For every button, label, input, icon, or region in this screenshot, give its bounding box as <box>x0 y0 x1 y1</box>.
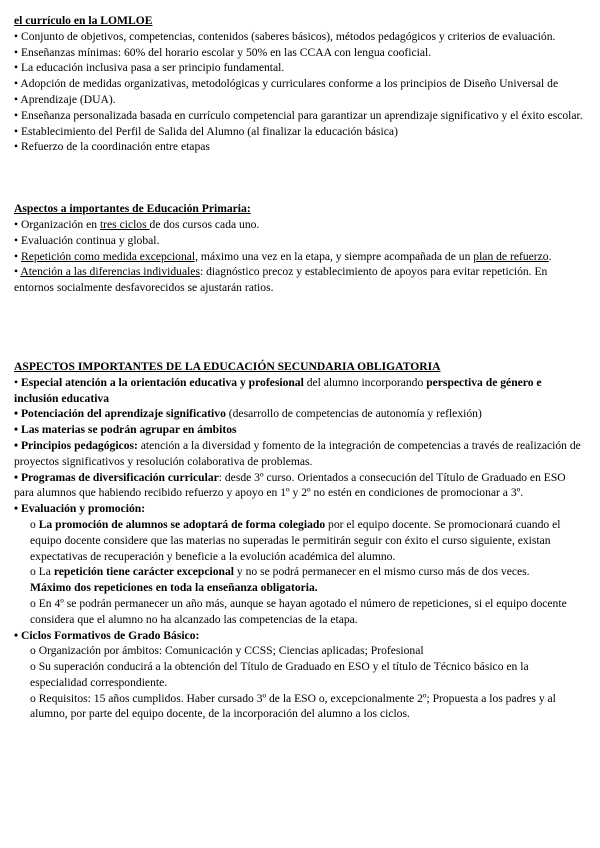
item-text: de dos cursos cada uno. <box>149 217 260 231</box>
item-text: máximo una vez en la etapa, y siempre acompañada de un <box>198 249 474 263</box>
list-item <box>14 406 586 422</box>
item-text: atención a la diversidad y fomento de la integración de competencias a través de realización de proyectos significativos y resolución colaborativa de problemas. <box>14 438 581 468</box>
sub-item <box>14 517 586 564</box>
section-heading: Aspectos a importantes de Educación Primaria: <box>14 202 251 216</box>
list-item <box>14 501 586 517</box>
list-item <box>14 628 586 644</box>
item-text: o La <box>30 565 54 579</box>
item-bold: repetición tiene carácter excepcional <box>53 565 235 579</box>
item-bold: perspectiva de género e inclusión educativa <box>14 375 542 405</box>
item-text: (desarrollo de competencias de autonomía y reflexión) <box>225 407 482 421</box>
item-bold: Especial atención a la orientación educativa y profesional <box>20 375 304 389</box>
list-item: • Evaluación continua y global. <box>14 233 160 247</box>
list-item <box>14 375 586 407</box>
item-text: : diagnóstico precoz y establecimiento de apoyos para evitar repetición. En entornos socialmente desfavorecidos se ajustarán ratios. <box>14 265 548 295</box>
item-text: o <box>30 517 39 531</box>
item-bold: • Las materias se podrán agrupar en ámbitos <box>14 423 237 437</box>
item-text: • <box>14 265 21 279</box>
list-item: • Enseñanzas mínimas: 60% del horario escolar y 50% en las CCAA con lengua cooficial. <box>14 45 432 59</box>
list-item: • Conjunto de objetivos, competencias, contenidos (saberes básicos), métodos pedagógicos y criterios de evaluación. <box>14 29 556 43</box>
sub-item: o Requisitos: 15 años cumplidos. Haber cursado 3º de la ESO o, excepcionalmente 2º; Propuesta a los padres y al alumno, por parte del equipo docente, de la incorporación del alumno a los ciclos. <box>30 691 556 721</box>
list-item <box>14 217 586 233</box>
section-heading: ASPECTOS IMPORTANTES DE LA EDUCACIÓN SECUNDARIA OBLIGATORIA <box>14 359 441 373</box>
item-bold: • Programas de diversificación curricular <box>14 470 219 484</box>
sub-item-bold <box>14 580 586 596</box>
item-bold: • Principios pedagógicos: <box>14 438 138 452</box>
item-text: del alumno incorporando <box>303 375 427 389</box>
list-item <box>14 264 586 296</box>
list-item <box>14 422 586 438</box>
sub-item: o Su superación conducirá a la obtención del Título de Graduado en ESO y el título de Técnico básico en la especialidad correspondiente. <box>30 660 529 689</box>
item-text: . <box>548 249 552 263</box>
item-text: • Organización en <box>14 217 100 231</box>
item-underlined: Repetición como medida excepcional, <box>20 249 199 263</box>
item-text: por el equipo docente. Se promocionará cuando el equipo docente considere que las materias no superadas le permitirán seguir con éxito el curso siguiente, existan expectativas de recuperación y beneficie a la evolución académica del alumno. <box>30 517 561 563</box>
item-bold: • Ciclos Formativos de Grado Básico: <box>14 628 200 642</box>
list-item: • Establecimiento del Perfil de Salida del Alumno (al finalizar la educación básica) <box>14 124 398 138</box>
section-curriculo <box>14 13 586 155</box>
list-item <box>14 470 586 502</box>
item-underlined: plan de refuerzo <box>473 249 549 263</box>
document-page <box>14 13 586 722</box>
item-bold: • Potenciación del aprendizaje significativo <box>14 407 226 421</box>
item-underlined: tres ciclos <box>99 217 150 231</box>
item-text: y no se podrá permanecer en el mismo curso más de dos veces. <box>234 565 530 579</box>
list-item <box>14 249 586 265</box>
item-text: • <box>14 249 21 263</box>
list-item: • Refuerzo de la coordinación entre etapas <box>14 140 210 154</box>
sub-item <box>14 564 586 580</box>
sub-item: o Organización por ámbitos: Comunicación y CCSS; Ciencias aplicadas; Profesional <box>30 644 424 658</box>
section-primaria <box>14 201 586 296</box>
section-secundaria <box>14 359 586 722</box>
item-bold: La promoción de alumnos se adoptará de forma colegiado <box>38 517 326 531</box>
item-bold: Máximo dos repeticiones en toda la enseñanza obligatoria. <box>30 581 318 595</box>
item-bold: • Evaluación y promoción: <box>14 502 146 516</box>
list-item: • La educación inclusiva pasa a ser principio fundamental. <box>14 61 285 75</box>
list-item: • Aprendizaje (DUA). <box>14 92 116 106</box>
item-text: • <box>14 375 21 389</box>
list-item: • Adopción de medidas organizativas, metodológicas y curriculares conforme a los principios de Diseño Universal de <box>14 77 559 91</box>
section-heading: el currículo en la LOMLOE <box>14 14 153 27</box>
list-item <box>14 438 586 470</box>
item-text: : desde 3º curso. Orientados a consecución del Título de Graduado en ESO para alumnos que habiendo recibido refuerzo y apoyo en 1º y 2º no estén en condiciones de promocionar a 3º. <box>14 470 566 500</box>
item-underlined: Atención a las diferencias individuales <box>20 265 200 279</box>
list-item: • Enseñanza personalizada basada en currículo competencial para garantizar un aprendizaje significativo y el éxito escolar. <box>14 108 583 122</box>
sub-item: o En 4º se podrán permanecer un año más, aunque se hayan agotado el número de repeticiones, si el equipo docente considera que el alumno no ha alcanzado las competencias de la etapa. <box>30 596 567 626</box>
